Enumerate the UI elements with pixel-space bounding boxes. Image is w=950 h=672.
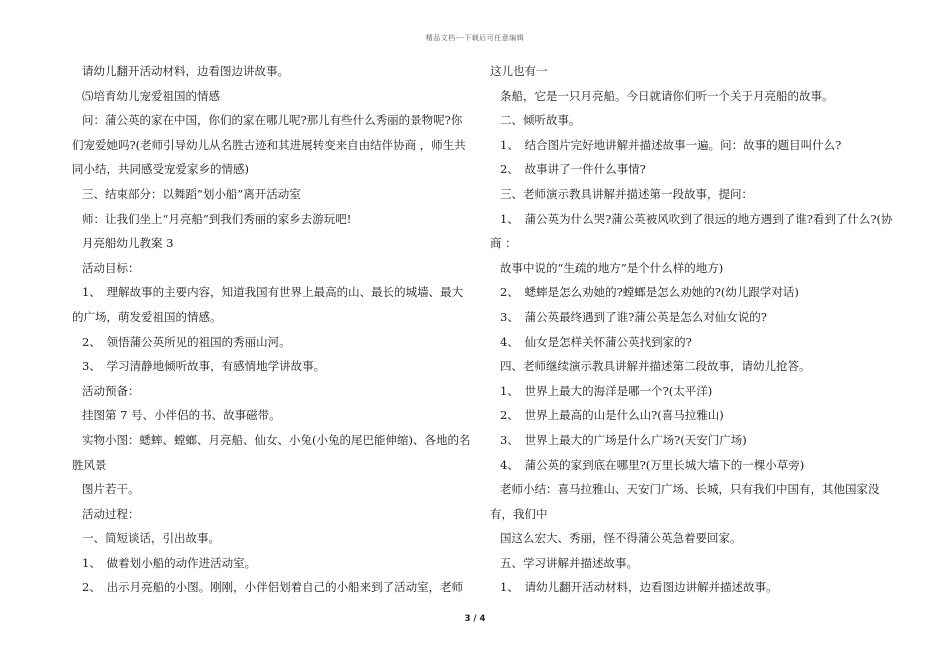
text-line: 师：让我们坐上“月亮船”到我们秀丽的家乡去游玩吧! [82,211,352,226]
text-line: 胜风景 [72,457,107,472]
text-line: 问：蒲公英的家在中国，你们的家在哪儿呢?那儿有些什么秀丽的景物呢?你 [82,113,463,128]
right-column [490,59,893,600]
text-line: 五、学习讲解并描述故事。 [500,555,638,570]
text-line: 1、 理解故事的主要内容，知道我国有世界上最高的山、最长的城墙、最大 [82,285,464,300]
text-line: 2、 领悟蒲公英所见的祖国的秀丽山河。 [82,334,291,349]
text-line: 同小结，共同感受宠爱家乡的情感) [72,162,249,177]
text-line: 2、 出示月亮船的小图。刚刚，小伴侣划着自己的小船来到了活动室，老师 [82,580,464,595]
text-line: 商 ： [490,236,517,251]
text-line: 2、 世界上最高的山是什么山?(喜马拉雅山) [500,408,724,423]
text-line: 条船，它是一只月亮船。今日就请你们听一个关于月亮船的故事。 [500,88,834,103]
text-line: 挂图第 7 号、小伴侣的书、故事磁带。 [82,408,281,423]
text-line: 实物小图：蟋蟀、螳螂、月亮船、仙女、小兔(小兔的尾巴能伸缩)、各地的名 [82,432,471,447]
text-line: 们宠爱她吗?(老师引导幼儿从名胜古迹和其进展转变来自由结伴协商 ，师生共 [72,137,466,152]
text-line: 3、 世界上最大的广场是什么广场?(天安门广场) [500,432,747,447]
text-line: 4、 蒲公英的家到底在哪里?(万里长城大墙下的一棵小草旁) [500,457,805,472]
text-line: 1、 蒲公英为什么哭?蒲公英被风吹到了很远的地方遇到了谁?看到了什么?(协 [500,211,893,226]
text-line: 老师小结：喜马拉雅山、天安门广场、长城，只有我们中国有，其他国家没 [500,482,880,497]
text-line: 活动目标： [82,260,140,275]
text-line: 1、 结合图片完好地讲解并描述故事一遍。问：故事的题目叫什么? [500,137,842,152]
text-line: 故事中说的“生疏的地方”是个什么样的地方) [500,260,724,275]
text-line: 图片若干。 [82,482,140,497]
text-line: 这儿也有一 [490,64,548,78]
text-line: 3、 蒲公英最终遇到了谁?蒲公英是怎么对仙女说的? [500,309,767,324]
page-number: 3 / 4 [464,614,486,624]
page-header: 精品文档---下载后可任意编辑 [425,34,525,42]
text-line: 2、 故事讲了一件什么事情? [500,162,646,177]
text-line: 的广场，萌发爱祖国的情感。 [72,309,222,324]
text-line: 活动过程： [82,506,140,521]
text-line: 1、 请幼儿翻开活动材料，边看图边讲解并描述故事。 [500,580,778,595]
text-line: 月亮船幼儿教案 3 [82,236,174,251]
text-line: 一、简短谈话，引出故事。 [82,531,220,546]
text-line: 有，我们中 [490,506,548,521]
text-line: 1、 做着划小船的动作进活动室。 [82,555,257,570]
text-line: 1、 世界上最大的海洋是哪一个?(太平洋) [500,383,713,398]
text-line: 3、 学习清静地倾听故事，有感情地学讲故事。 [82,359,326,374]
text-line: 四、老师继续演示教具讲解并描述第二段故事，请幼儿抢答。 [500,359,811,374]
text-line: 2、 蟋蟀是怎么劝她的?螳螂是怎么劝她的?(幼儿跟学对话) [500,285,799,300]
text-line: 三、结束部分：以舞蹈“划小船”离开活动室 [82,186,301,201]
text-line: 活动预备： [82,383,140,398]
text-line: 三、老师演示教具讲解并描述第一段故事，提问： [500,186,753,201]
text-line: 4、 仙女是怎样关怀蒲公英找到家的? [500,334,692,349]
text-line: ⑸培育幼儿宠爱祖国的情感 [82,88,220,103]
text-line: 国这么宏大、秀丽，怪不得蒲公英急着要回家。 [500,531,742,546]
left-column [72,59,471,600]
text-line: 二、倾听故事。 [500,113,581,128]
text-line: 请幼儿翻开活动材料，边看图边讲故事。 [82,64,289,78]
